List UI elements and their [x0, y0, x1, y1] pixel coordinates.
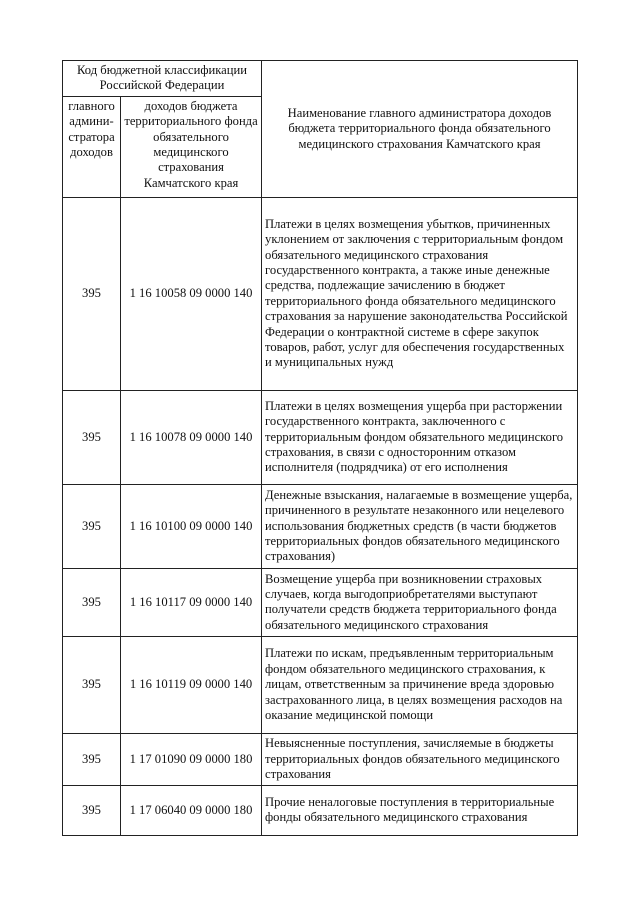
- income-code-cell: 1 16 10100 09 0000 140: [121, 484, 262, 568]
- table-row: [63, 733, 578, 785]
- income-name-cell: Невыясненные поступления, зачисляемые в бюджеты территориальных фондов обязательного медицинского страхования: [262, 733, 578, 785]
- header-admin-cell: главного админи-стратора доходов: [63, 96, 121, 197]
- admin-code-cell: 395: [63, 733, 121, 785]
- income-code-cell: 1 16 10117 09 0000 140: [121, 568, 262, 636]
- admin-code-cell: 395: [63, 197, 121, 390]
- income-code-cell: 1 16 10058 09 0000 140: [121, 197, 262, 390]
- table-row: [63, 484, 578, 568]
- table-row: [63, 785, 578, 835]
- income-code-cell: 1 17 06040 09 0000 180: [121, 785, 262, 835]
- header-group-cell: Код бюджетной классификации Российской Федерации: [63, 61, 262, 97]
- table-row: [63, 390, 578, 484]
- admin-code-cell: 395: [63, 785, 121, 835]
- income-name-cell: Платежи по искам, предъявленным территориальным фондом обязательного медицинского страхования, к лицам, ответственным за причинение вреда здоровью застрахованного лица, в целях возмещения расходов на оказание медицинской помощи: [262, 636, 578, 733]
- income-code-cell: 1 16 10119 09 0000 140: [121, 636, 262, 733]
- admin-code-cell: 395: [63, 568, 121, 636]
- income-code-cell: 1 17 01090 09 0000 180: [121, 733, 262, 785]
- admin-code-cell: 395: [63, 636, 121, 733]
- income-name-cell: Платежи в целях возмещения ущерба при расторжении государственного контракта, заключенного с территориальным фондом обязательного медицинского страхования, в связи с односторонним отказом исполнителя (подрядчика) от его исполнения: [262, 390, 578, 484]
- income-code-cell: 1 16 10078 09 0000 140: [121, 390, 262, 484]
- table-row: [63, 636, 578, 733]
- income-name-cell: Возмещение ущерба при возникновении страховых случаев, когда выгодоприобретателями выступают получатели средств бюджета территориального фонда обязательного медицинского страхования: [262, 568, 578, 636]
- table-row: [63, 568, 578, 636]
- admin-code-cell: 395: [63, 390, 121, 484]
- header-row-group: [63, 61, 578, 97]
- header-income-cell: доходов бюджета территориального фонда обязательного медицинского страхования Камчатского края: [121, 96, 262, 197]
- income-name-cell: Денежные взыскания, налагаемые в возмещение ущерба, причиненного в результате незаконного или нецелевого использования бюджетных средств (в части бюджетов территориальных фондов обязательного медицинского страхования): [262, 484, 578, 568]
- header-name-cell: Наименование главного администратора доходов бюджета территориального фонда обязательного медицинского страхования Камчатского края: [262, 61, 578, 198]
- income-name-cell: Платежи в целях возмещения убытков, причиненных уклонением от заключения с территориальным фондом обязательного медицинского страхования государственного контракта, а также иные денежные средства, подлежащие зачислению в бюджет территориального фонда обязательного медицинского страхования за нарушение законодательства Российской Федерации о контрактной системе в сфере закупок товаров, работ, услуг для обеспечения государственных и муниципальных нужд: [262, 197, 578, 390]
- budget-classification-table: [62, 60, 578, 836]
- table-row: [63, 197, 578, 390]
- income-name-cell: Прочие неналоговые поступления в территориальные фонды обязательного медицинского страхования: [262, 785, 578, 835]
- admin-code-cell: 395: [63, 484, 121, 568]
